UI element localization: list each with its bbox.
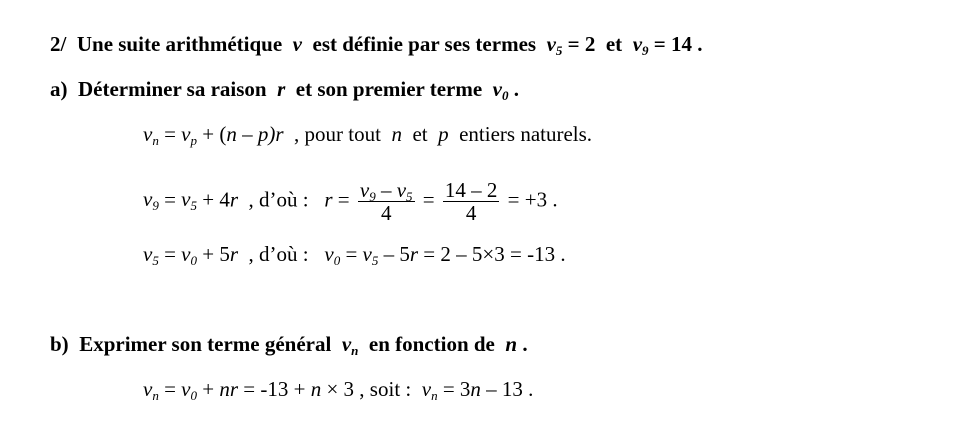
equation-v9: $v_9 = v_5 + 4r$ , d’où : r = $\frac{v_9 - v_5}{4}$ = $\frac{14 - 2}{4}$ = +3 . <box>143 178 558 225</box>
exercise-number: 2/ <box>50 32 67 56</box>
part-a-text-1: Déterminer sa raison <box>78 77 267 101</box>
term-v5-value: = 2 <box>567 32 596 56</box>
part-b-text-1: Exprimer son terme général <box>79 332 332 356</box>
part-b-end: . <box>522 332 528 356</box>
general-formula: $v_n = v_p + (n - p)r$ , pour tout n et p entiers naturels. <box>143 122 593 148</box>
variable-n: n <box>505 332 518 356</box>
heading-text-2: est définie par ses termes <box>312 32 537 56</box>
equation-v5: $v_5 = v_0 + 5r$ , d’où : $v_0 = v_5 - 5r = 2 - 5\times 3 = -13$ . <box>143 242 566 268</box>
fraction-r-symbolic: $\frac{v_9 - v_5}{4}$ <box>359 178 413 225</box>
part-a-heading <box>50 77 519 101</box>
sequence-symbol: v <box>292 32 302 56</box>
term-v9: $v_9$ <box>632 32 649 58</box>
part-a-end: . <box>513 77 519 101</box>
fraction-r-numeric: $\frac{14 - 2}{4}$ <box>444 178 498 225</box>
part-b-label: b) <box>50 332 69 356</box>
term-v5: $v_5$ <box>546 32 563 58</box>
exercise-heading <box>50 32 702 56</box>
reason-symbol: r <box>277 77 286 101</box>
part-a-text-2: et son premier terme <box>295 77 483 101</box>
heading-and: et <box>605 32 623 56</box>
term-v9-value: = 14 . <box>653 32 703 56</box>
heading-text-1: Une suite arithmétique <box>76 32 283 56</box>
part-b-heading <box>50 332 528 356</box>
term-vn: $v_n$ <box>341 332 359 358</box>
part-b-text-2: en fonction de <box>368 332 495 356</box>
part-a-label: a) <box>50 77 68 101</box>
term-v0: $v_0$ <box>492 77 509 103</box>
general-term-result: $v_n = v_0$ + nr = -13 + n × 3 , soit : $v_n = 3n - 13$ . <box>143 377 534 403</box>
